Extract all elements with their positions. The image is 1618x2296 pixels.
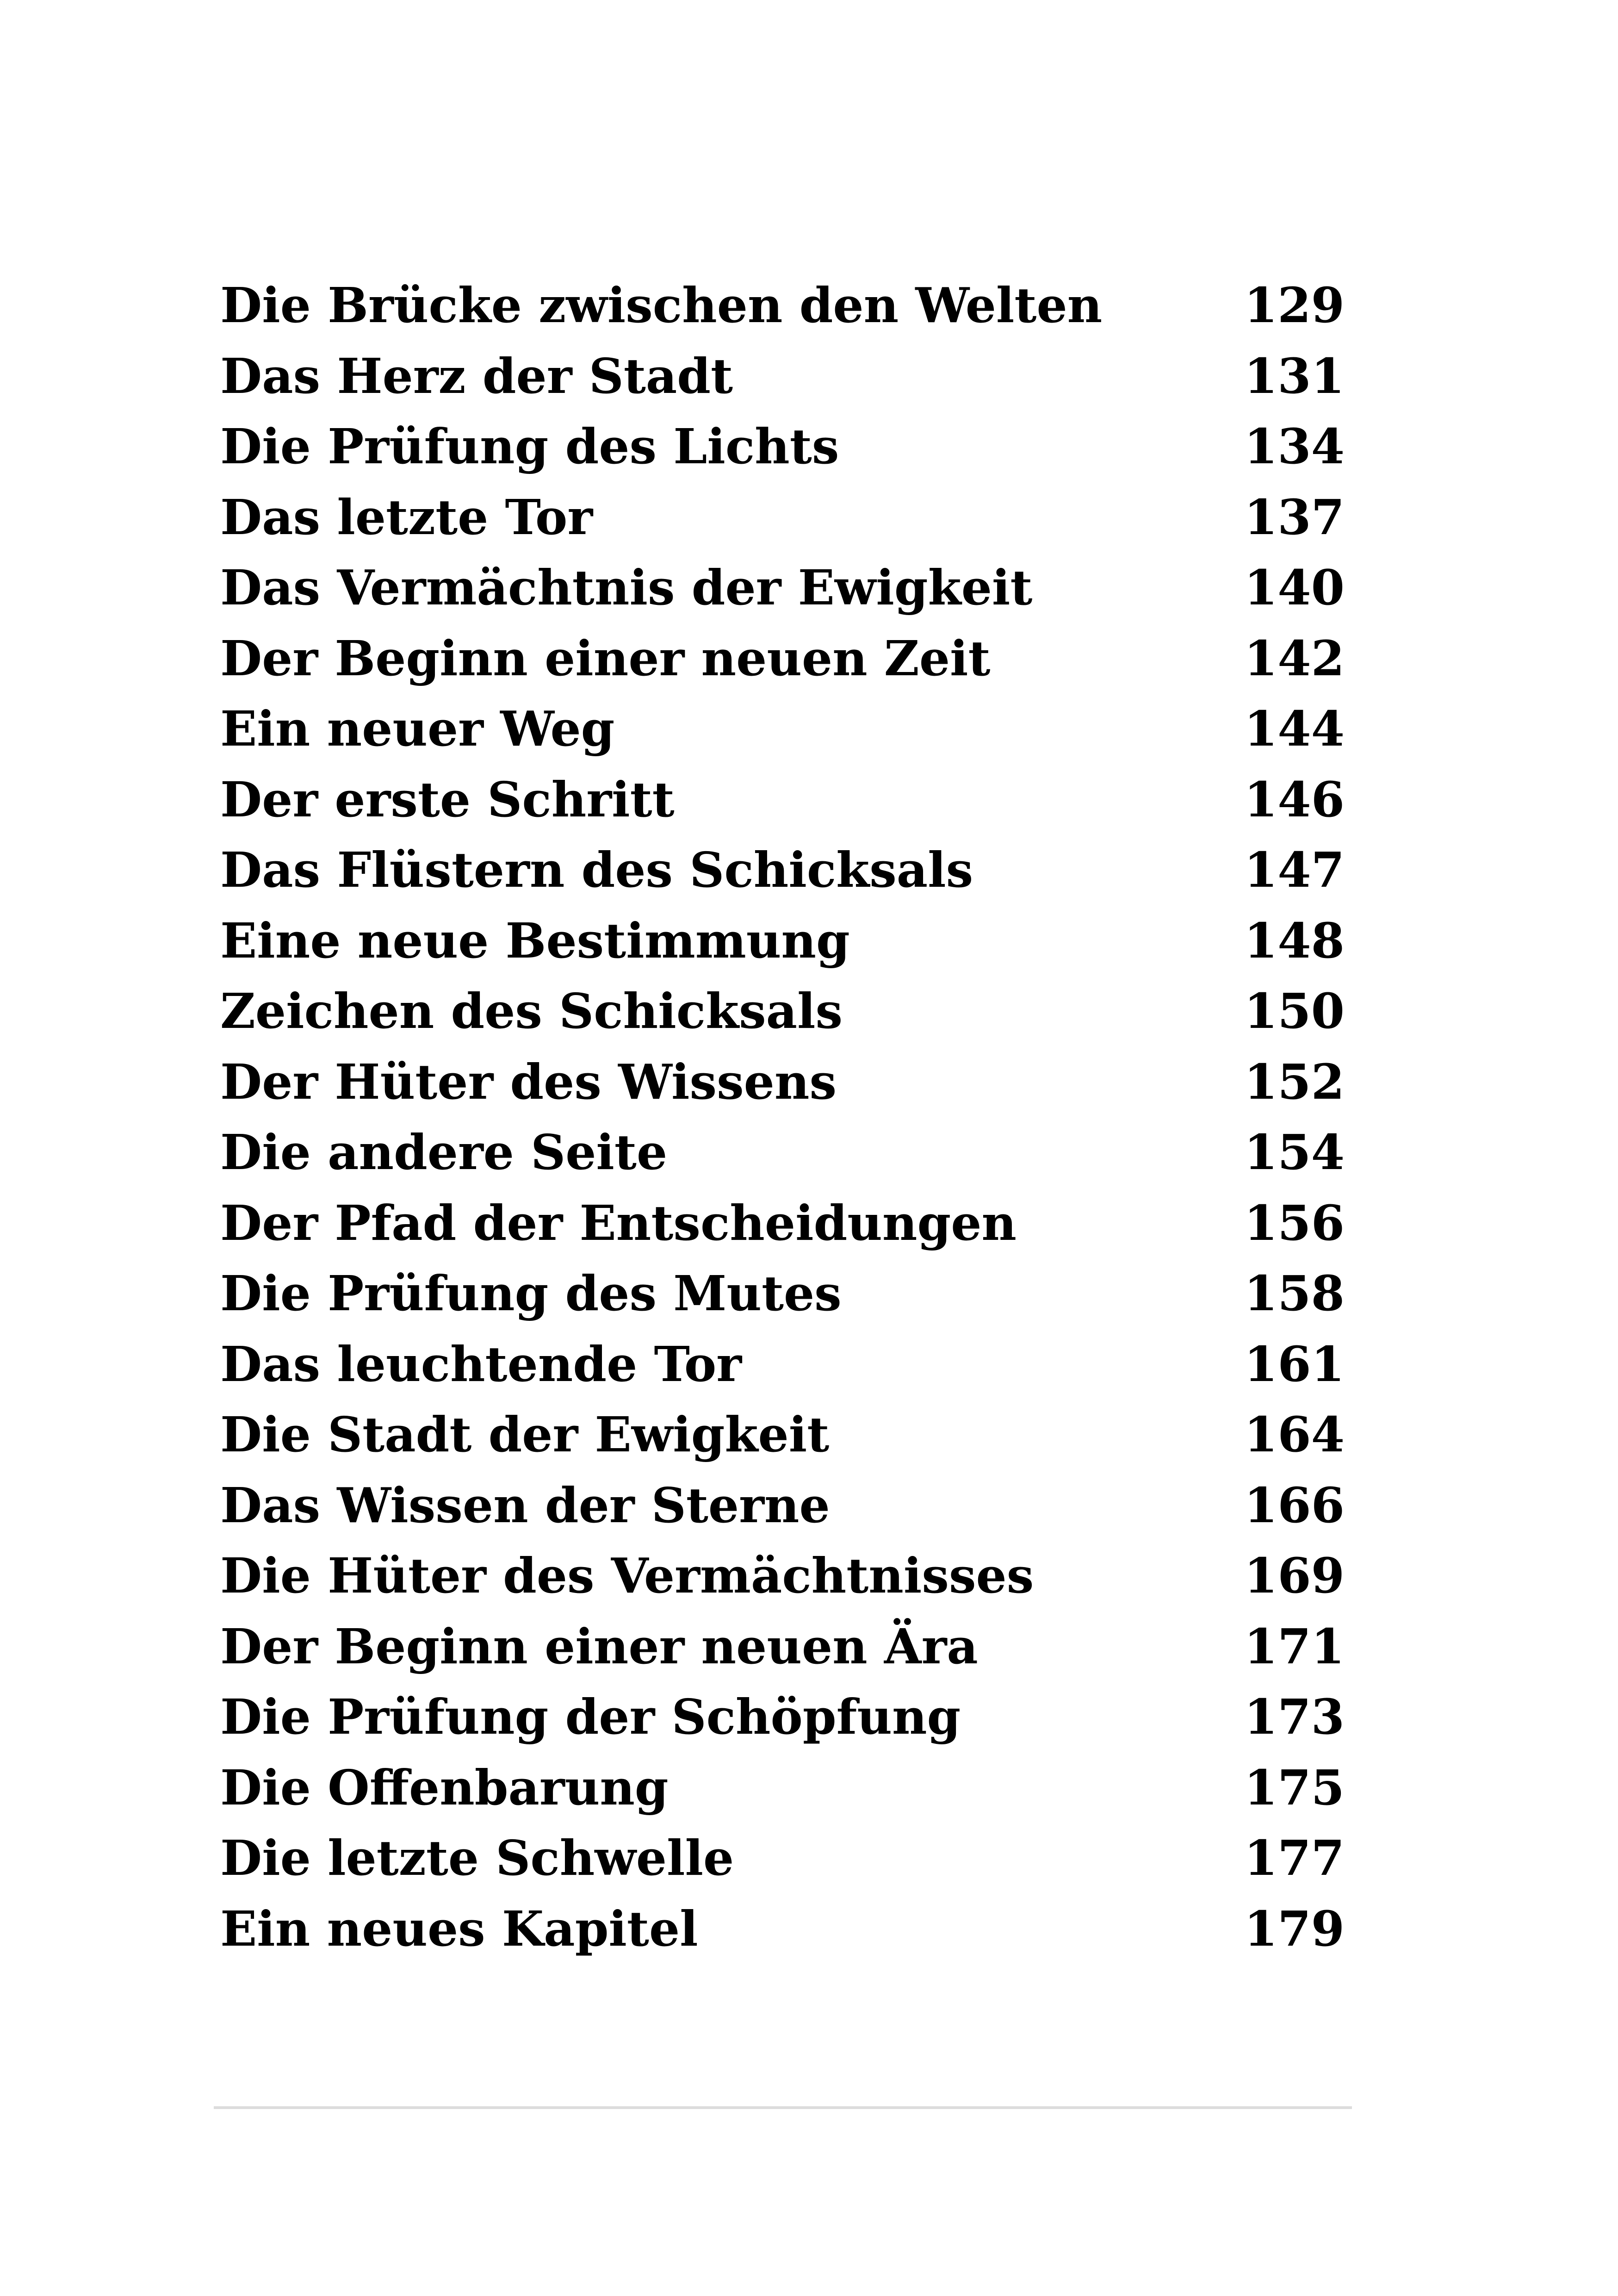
toc-entry	[220, 1329, 1345, 1400]
toc-entry	[220, 411, 1345, 482]
toc-entry	[220, 341, 1345, 412]
toc-entry	[220, 1612, 1345, 1682]
toc-entry	[220, 1400, 1345, 1470]
toc-entry	[220, 1117, 1345, 1188]
toc-entry	[220, 553, 1345, 623]
toc-entry-title: Der Hüter des Wissens	[220, 1053, 837, 1110]
toc-entry-page-number: 161	[1244, 1335, 1345, 1393]
toc-entry-page-number: 129	[1244, 277, 1345, 334]
toc-entry-page-number: 164	[1244, 1406, 1345, 1463]
toc-entry-page-number: 134	[1244, 418, 1345, 475]
toc-entry-title: Der Pfad der Entscheidungen	[220, 1194, 1017, 1251]
toc-entry	[220, 976, 1345, 1047]
toc-entry	[220, 906, 1345, 977]
toc-entry-page-number: 148	[1244, 912, 1345, 969]
toc-entry	[220, 482, 1345, 553]
toc-entry-page-number: 147	[1244, 841, 1345, 898]
toc-entry	[220, 1682, 1345, 1753]
toc-entry-page-number: 131	[1244, 347, 1345, 404]
toc-entry-title: Das Flüstern des Schicksals	[220, 841, 973, 898]
toc-entry-page-number: 144	[1244, 700, 1345, 757]
toc-entry-title: Das Herz der Stadt	[220, 347, 733, 404]
toc-entry-page-number: 146	[1244, 771, 1345, 828]
toc-entry-title: Die Prüfung des Lichts	[220, 418, 839, 475]
toc-entry-page-number: 169	[1244, 1547, 1345, 1604]
toc-entry	[220, 1470, 1345, 1541]
toc-entry-page-number: 150	[1244, 983, 1345, 1039]
toc-entry-title: Das Wissen der Sterne	[220, 1476, 830, 1534]
toc-entry	[220, 694, 1345, 765]
toc-entry-title: Das Vermächtnis der Ewigkeit	[220, 559, 1033, 616]
table-of-contents	[220, 270, 1345, 1964]
toc-entry	[220, 1047, 1345, 1118]
toc-entry-title: Die Hüter des Vermächtnisses	[220, 1547, 1034, 1604]
toc-entry-page-number: 173	[1244, 1688, 1345, 1745]
toc-entry	[220, 765, 1345, 835]
toc-entry-title: Die Offenbarung	[220, 1759, 669, 1816]
toc-entry-title: Das letzte Tor	[220, 488, 593, 546]
toc-entry-title: Der Beginn einer neuen Ära	[220, 1618, 978, 1675]
toc-entry	[220, 270, 1345, 341]
toc-entry-title: Die Brücke zwischen den Welten	[220, 277, 1103, 334]
toc-entry	[220, 623, 1345, 694]
toc-entry-title: Die Prüfung des Mutes	[220, 1265, 842, 1322]
toc-entry-title: Das leuchtende Tor	[220, 1335, 742, 1393]
toc-entry-title: Ein neuer Weg	[220, 700, 615, 757]
toc-entry-title: Ein neues Kapitel	[220, 1900, 698, 1957]
toc-entry-title: Der erste Schritt	[220, 771, 675, 828]
toc-entry	[220, 1894, 1345, 1965]
toc-entry-page-number: 137	[1244, 488, 1345, 546]
toc-entry-title: Zeichen des Schicksals	[220, 983, 843, 1039]
footer-divider	[214, 2106, 1352, 2109]
toc-entry-page-number: 177	[1244, 1829, 1345, 1886]
toc-entry	[220, 835, 1345, 906]
toc-entry	[220, 1188, 1345, 1259]
toc-entry	[220, 1823, 1345, 1894]
toc-entry	[220, 1258, 1345, 1329]
toc-entry-title: Die Stadt der Ewigkeit	[220, 1406, 830, 1463]
toc-entry-page-number: 142	[1244, 629, 1345, 687]
toc-entry-title: Der Beginn einer neuen Zeit	[220, 629, 991, 687]
toc-entry-title: Die andere Seite	[220, 1124, 668, 1181]
toc-entry	[220, 1541, 1345, 1612]
toc-entry-title: Die letzte Schwelle	[220, 1829, 734, 1886]
toc-entry-page-number: 154	[1244, 1124, 1345, 1181]
toc-entry-title: Eine neue Bestimmung	[220, 912, 850, 969]
toc-entry-page-number: 140	[1244, 559, 1345, 616]
toc-entry-page-number: 152	[1244, 1053, 1345, 1110]
toc-entry	[220, 1753, 1345, 1823]
toc-entry-page-number: 156	[1244, 1194, 1345, 1251]
toc-entry-page-number: 179	[1244, 1900, 1345, 1957]
toc-entry-page-number: 158	[1244, 1265, 1345, 1322]
toc-entry-page-number: 171	[1244, 1618, 1345, 1675]
toc-entry-title: Die Prüfung der Schöpfung	[220, 1688, 961, 1745]
toc-entry-page-number: 175	[1244, 1759, 1345, 1816]
toc-entry-page-number: 166	[1244, 1476, 1345, 1534]
